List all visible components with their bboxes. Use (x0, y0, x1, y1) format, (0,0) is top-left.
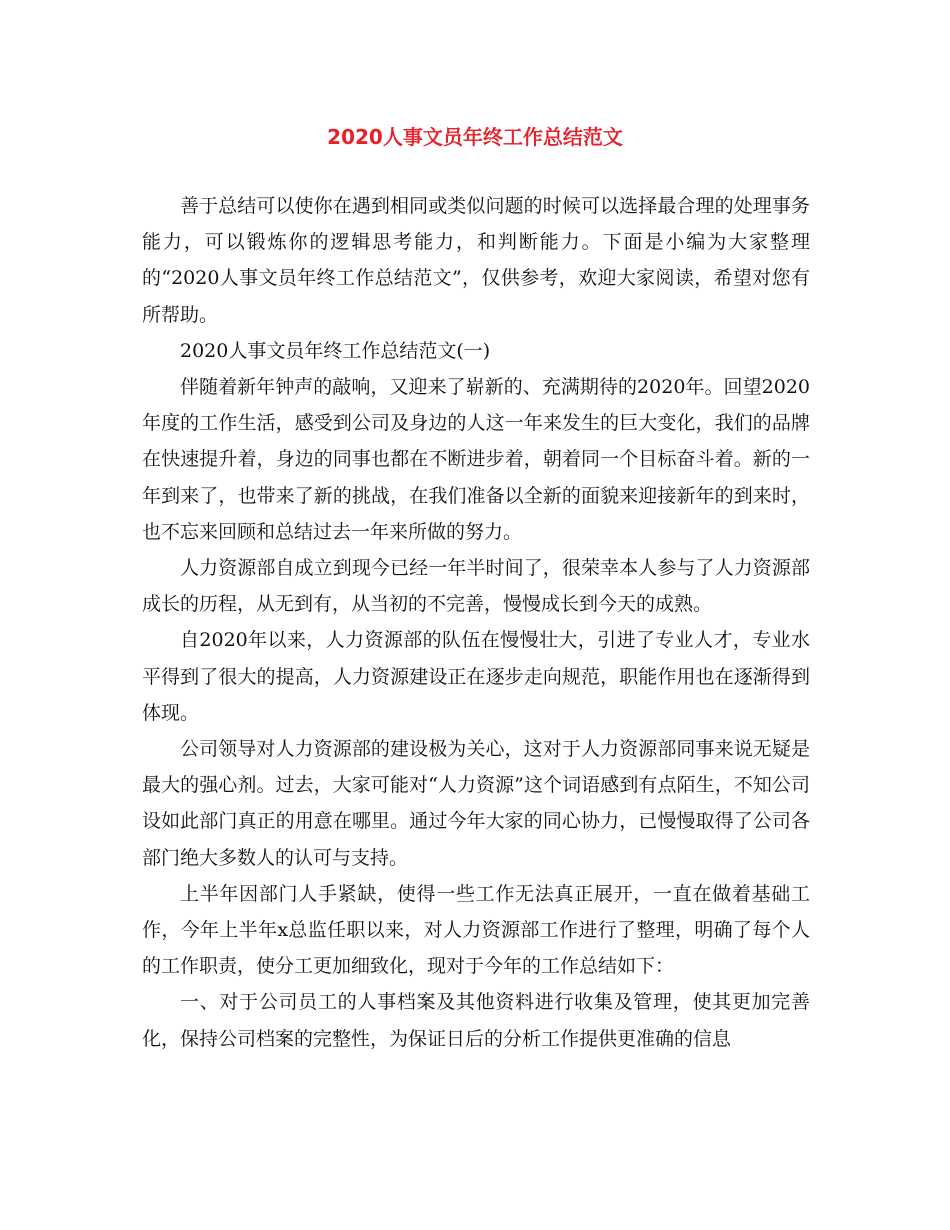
paragraph-first-half-year: 上半年因部门人手紧缺，使得一些工作无法真正展开，一直在做着基础工作，今年上半年x总监任职以来，对人力资源部工作进行了整理，明确了每个人的工作职责，使分工更加细致化，现对于今年的工作总结如下： (142, 882, 810, 978)
document-title: 2020人事文员年终工作总结范文 (327, 125, 623, 149)
paragraph-new-year: 伴随着新年钟声的敲响，又迎来了崭新的、充满期待的2020年。回望2020年度的工作生活，感受到公司及身边的人这一年来发生的巨大变化，我们的品牌在快速提升着，身边的同事也都在不断进步着，朝着同一个目标奋斗着。新的一年到来了，也带来了新的挑战，在我们准备以全新的面貌来迎接新年的到来时，也不忘来回顾和总结过去一年来所做的努力。 (142, 376, 810, 543)
document-body (142, 188, 810, 1057)
paragraph-department-growth: 人力资源部自成立到现今已经一年半时间了，很荣幸本人参与了人力资源部成长的历程，从无到有，从当初的不完善，慢慢成长到今天的成熟。 (142, 557, 810, 616)
paragraph-team-expansion: 自2020年以来，人力资源部的队伍在慢慢壮大，引进了专业人才，专业水平得到了很大的提高，人力资源建设正在逐步走向规范，职能作用也在逐渐得到体现。 (142, 629, 810, 724)
paragraph-leadership-support: 公司领导对人力资源部的建设极为关心，这对于人力资源部同事来说无疑是最大的强心剂。过去，大家可能对“人力资源”这个词语感到有点陌生，不知公司设如此部门真正的用意在哪里。通过今年大家的同心协力，已慢慢取得了公司各部门绝大多数人的认可与支持。 (142, 738, 810, 869)
paragraph-section-heading: 2020人事文员年终工作总结范文(一) (180, 339, 491, 362)
paragraph-item-one: 一、对于公司员工的人事档案及其他资料进行收集及管理，使其更加完善化，保持公司档案的完整性，为保证日后的分析工作提供更准确的信息 (142, 991, 810, 1050)
paragraph-intro: 善于总结可以使你在遇到相同或类似问题的时候可以选择最合理的处理事务能力，可以锻炼你的逻辑思考能力，和判断能力。下面是小编为大家整理的“2020人事文员年终工作总结范文”，仅供参考，欢迎大家阅读，希望对您有所帮助。 (142, 195, 810, 326)
